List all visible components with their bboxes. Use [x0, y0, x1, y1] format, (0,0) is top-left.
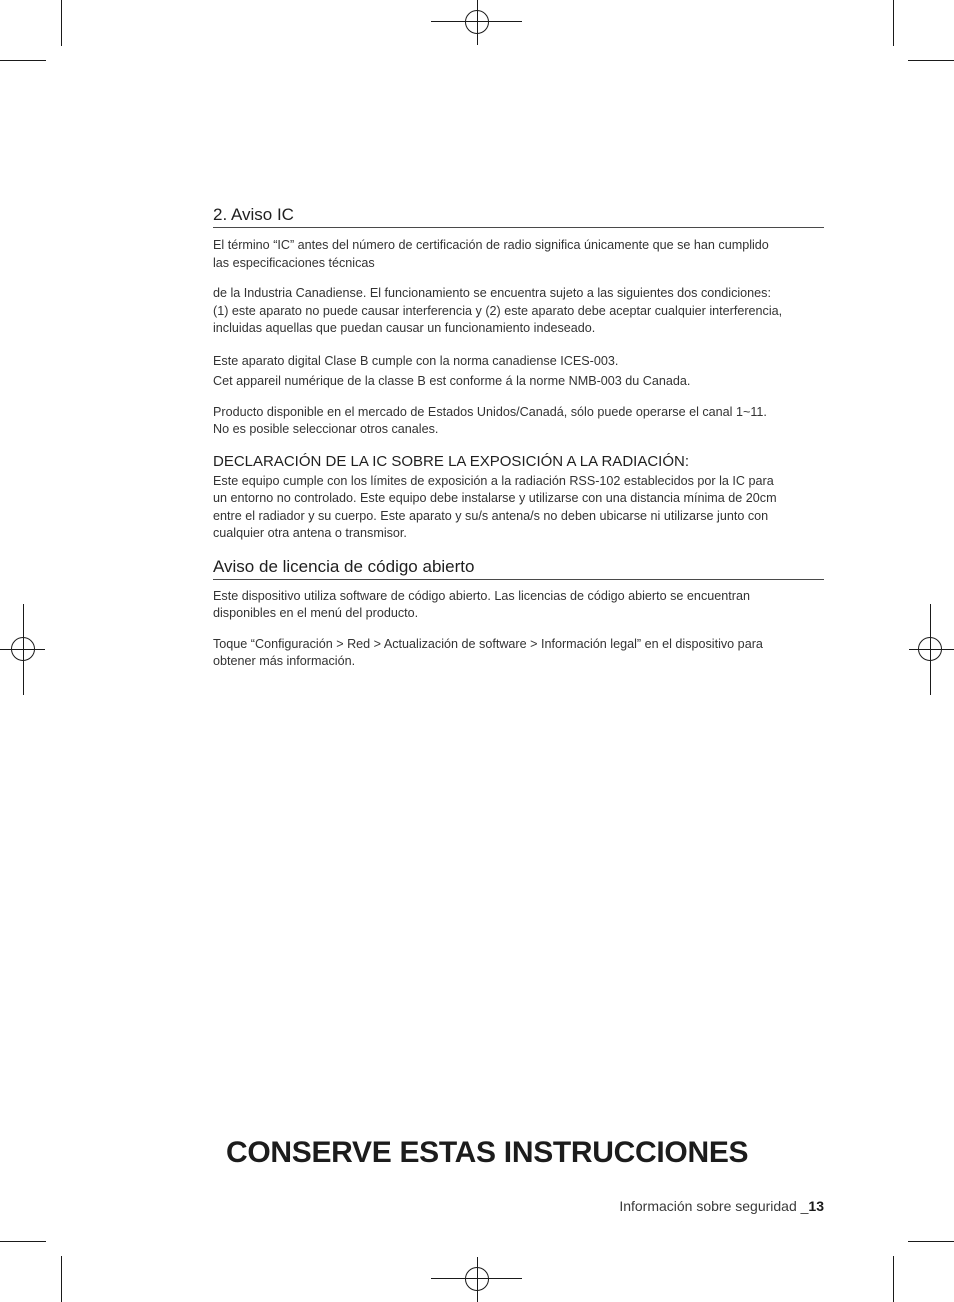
section-heading-declaracion: DECLARACIÓN DE LA IC SOBRE LA EXPOSICIÓN A LA RADIACIÓN:: [213, 452, 689, 470]
crop-mark: [0, 1241, 46, 1242]
text-line: incluidas aquellas que puedan causar un funcionamiento indeseado.: [213, 321, 596, 335]
registration-mark: [918, 637, 942, 661]
crop-mark: [61, 1256, 62, 1302]
main-content: [213, 205, 824, 671]
text-line: Este equipo cumple con los límites de exposición a la radiación RSS-102 establecidos por la IC para: [213, 473, 774, 488]
text-line: Producto disponible en el mercado de Estados Unidos/Canadá, sólo puede operarse el canal 1~11.: [213, 404, 767, 419]
paragraph-legal-info: [213, 636, 824, 671]
crop-mark: [908, 1241, 954, 1242]
page-number: 13: [808, 1198, 824, 1214]
paragraph-ic-term: [213, 237, 824, 272]
page-title: CONSERVE ESTAS INSTRUCCIONES: [226, 1136, 749, 1169]
text-line: obtener más información.: [213, 654, 356, 668]
text-line: (1) este aparato no puede causar interferencia y (2) este aparato debe aceptar cualquier interferencia,: [213, 303, 783, 318]
text-line: un entorno no controlado. Este equipo debe instalarse y utilizarse con una distancia mínima de 20cm: [213, 491, 777, 505]
text-line: Este dispositivo utiliza software de código abierto. Las licencias de código abierto se encuentran: [213, 588, 750, 603]
text-line: de la Industria Canadiense. El funcionamiento se encuentra sujeto a las siguientes dos condiciones:: [213, 286, 771, 300]
text-line: El término “IC” antes del número de certificación de radio significa únicamente que se han cumplido: [213, 238, 769, 252]
crop-mark: [908, 60, 954, 61]
section-heading-licencia: Aviso de licencia de código abierto: [213, 557, 824, 580]
crop-mark: [893, 1256, 894, 1302]
text-line: Este aparato digital Clase B cumple con la norma canadiense ICES-003.: [213, 353, 619, 368]
crop-mark: [0, 60, 46, 61]
paragraph-class-b: [213, 351, 824, 391]
section-heading-aviso-ic: 2. Aviso IC: [213, 205, 824, 228]
text-line: cualquier otra antena o transmisor.: [213, 526, 407, 540]
footer-label: Información sobre seguridad _: [619, 1198, 809, 1214]
registration-mark: [465, 10, 489, 34]
text-line: Cet appareil numérique de la classe B est conforme á la norme NMB-003 du Canada.: [213, 373, 691, 388]
text-line: entre el radiador y su cuerpo. Este aparato y su/s antena/s no deben ubicarse ni utilizarse junto con: [213, 508, 769, 523]
paragraph-radiation-exposure: [213, 473, 824, 543]
registration-mark: [465, 1267, 489, 1291]
paragraph-channels: [213, 404, 824, 439]
crop-mark: [61, 0, 62, 46]
text-line: disponibles en el menú del producto.: [213, 606, 419, 620]
text-line: Toque “Configuración > Red > Actualización de software > Información legal” en el dispositivo para: [213, 636, 763, 651]
paragraph-conditions: [213, 285, 824, 338]
crop-mark: [893, 0, 894, 46]
page-footer: [619, 1198, 824, 1214]
registration-mark: [11, 637, 35, 661]
text-line: No es posible seleccionar otros canales.: [213, 422, 439, 436]
text-line: las especificaciones técnicas: [213, 255, 375, 270]
paragraph-open-source: [213, 588, 824, 623]
